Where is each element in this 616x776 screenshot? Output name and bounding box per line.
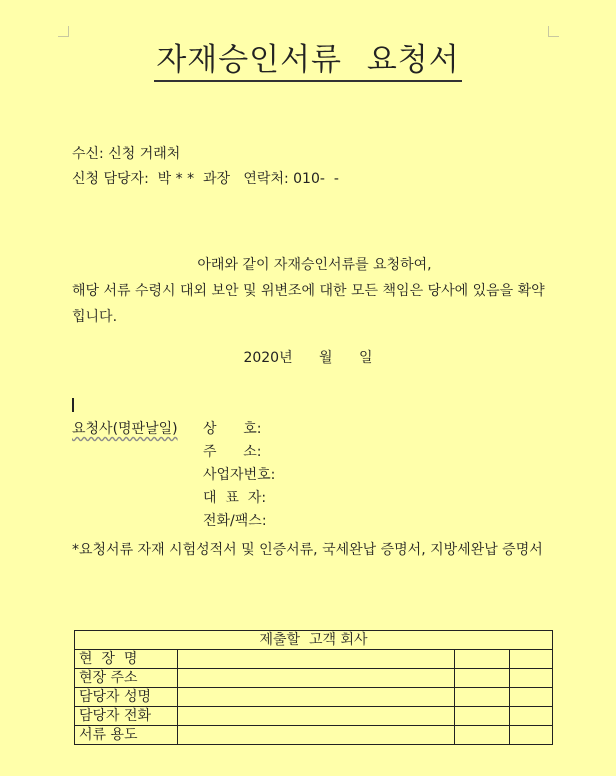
cell-document-purpose-extra-1[interactable] <box>455 726 510 745</box>
cell-site-address-value[interactable] <box>177 669 455 688</box>
cell-site-address-extra-2[interactable] <box>510 669 553 688</box>
cell-site-address-extra-1[interactable] <box>455 669 510 688</box>
cell-site-name-extra-1[interactable] <box>455 650 510 669</box>
table-row-site-name <box>75 650 553 669</box>
cell-manager-phone-extra-2[interactable] <box>510 707 553 726</box>
cell-manager-name-value[interactable] <box>177 688 455 707</box>
row-label-document-purpose: 서류 용도 <box>75 726 178 745</box>
submission-customer-table <box>74 630 553 745</box>
field-representative[interactable]: 대 표 자: <box>203 490 267 506</box>
cell-manager-phone-value[interactable] <box>177 707 455 726</box>
request-body <box>72 252 557 330</box>
requested-documents-note: *요청서류 자재 시험성적서 및 인증서류, 국세완납 증명서, 지방세완납 증명서 <box>72 542 543 558</box>
contact-line: 신청 담당자: 박 * * 과장 연락처: 010- - <box>72 171 339 187</box>
requester-label <box>72 418 178 438</box>
cell-site-name-extra-2[interactable] <box>510 650 553 669</box>
date-line: 2020년 월 일 <box>243 350 373 366</box>
recipient-line: 수신: 신청 거래처 <box>72 146 181 162</box>
field-phone-fax[interactable]: 전화/팩스: <box>203 513 267 529</box>
body-line-2: 해당 서류 수령시 대외 보안 및 위변조에 대한 모든 책임은 당사에 있음을 확약힙니다. <box>72 283 545 325</box>
cell-manager-name-extra-1[interactable] <box>455 688 510 707</box>
table-header: 제출할 고객 회사 <box>75 631 553 650</box>
cell-document-purpose-extra-2[interactable] <box>510 726 553 745</box>
field-company-name[interactable]: 상 호: <box>203 421 262 437</box>
requester-fields <box>203 418 275 533</box>
cell-site-name-value[interactable] <box>177 650 455 669</box>
table-row-manager-phone <box>75 707 553 726</box>
row-label-manager-name: 담당자 성명 <box>75 688 178 707</box>
document-title-text: 자재승인서류 요청서 <box>154 34 461 82</box>
document-title <box>0 34 616 82</box>
table-row-manager-name <box>75 688 553 707</box>
row-label-manager-phone: 담당자 전화 <box>75 707 178 726</box>
cell-manager-name-extra-2[interactable] <box>510 688 553 707</box>
body-line-1: 아래와 같이 자재승인서류를 요청하여, <box>197 257 432 273</box>
field-address[interactable]: 주 소: <box>203 444 262 460</box>
cell-document-purpose-value[interactable] <box>177 726 455 745</box>
row-label-site-address: 현장 주소 <box>75 669 178 688</box>
row-label-site-name: 현 장 명 <box>75 650 178 669</box>
requester-label-text: 요청사(명판날일) <box>72 421 178 437</box>
cell-manager-phone-extra-1[interactable] <box>455 707 510 726</box>
table-row-document-purpose <box>75 726 553 745</box>
field-business-number[interactable]: 사업자번호: <box>203 467 276 483</box>
table-row-site-address <box>75 669 553 688</box>
text-cursor <box>72 398 74 412</box>
